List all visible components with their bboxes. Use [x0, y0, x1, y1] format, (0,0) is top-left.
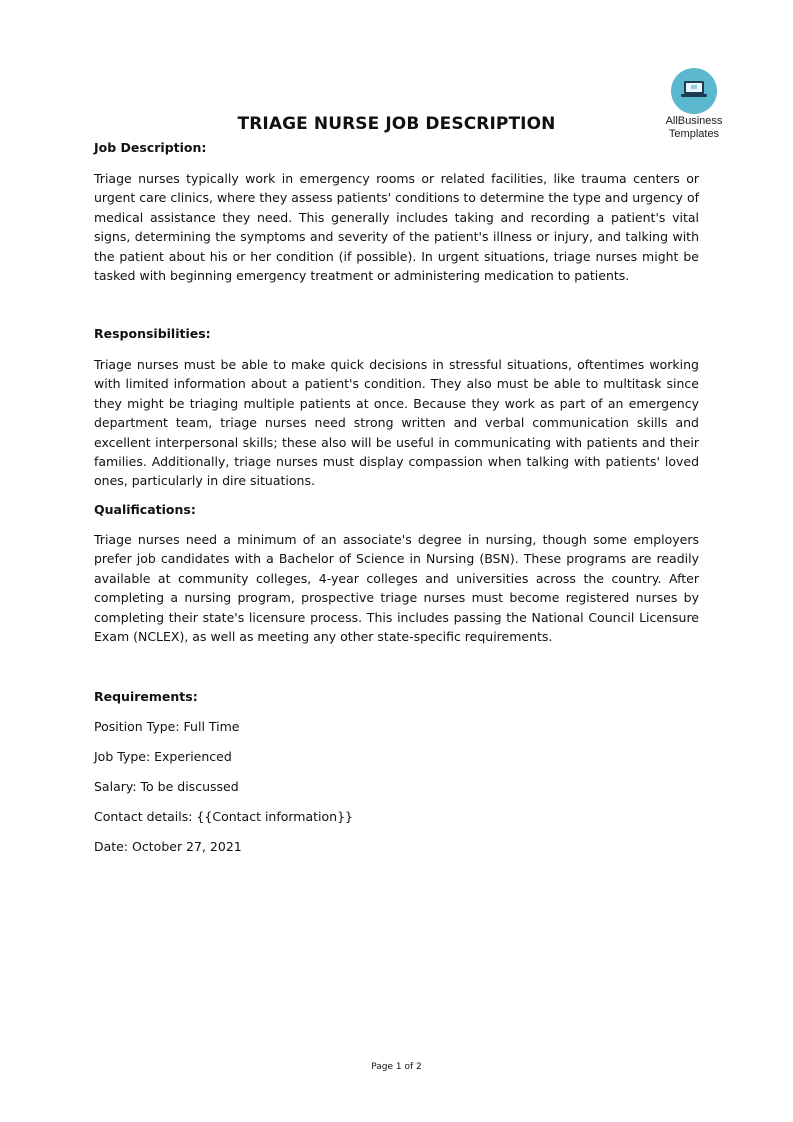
- position-type: Position Type: Full Time: [94, 719, 240, 734]
- contact-details: Contact details: {{Contact information}}: [94, 809, 353, 824]
- date: Date: October 27, 2021: [94, 839, 242, 854]
- job-description-heading: Job Description:: [94, 140, 207, 155]
- page-title: TRIAGE NURSE JOB DESCRIPTION: [237, 114, 556, 134]
- job-description-text: Triage nurses typically work in emergency rooms or related facilities, like trauma centers or urgent care clinics, where they assess patients' conditions to determine the type and urgency of medical assistance they need. This generally includes taking and recording a patient's vital signs, determining the symptoms and severity of the patient's illness or injury, and talking with the patient about his or her condition (if possible). In urgent situations, triage nurses might be tasked with beginning emergency treatment or administering medication to patients.: [94, 171, 699, 284]
- requirements-heading: Requirements:: [94, 689, 198, 704]
- qualifications-text: Triage nurses need a minimum of an associate's degree in nursing, though some employers prefer job candidates with a Bachelor of Science in Nursing (BSN). These programs are readily available at community colleges, 4-year colleges and universities across the country. After completing a nursing program, prospective triage nurses must become registered nurses by completing their state's licensure process. This includes passing the National Council Licensure Exam (NCLEX), as well as meeting any other state-specific requirements.: [94, 532, 699, 645]
- laptop-icon: [671, 68, 717, 114]
- salary: Salary: To be discussed: [94, 779, 239, 794]
- logo-text-line2: Templates: [668, 128, 720, 140]
- qualifications-heading: Qualifications:: [94, 502, 196, 517]
- responsibilities-heading: Responsibilities:: [94, 326, 211, 341]
- page-number: Page 1 of 2: [371, 1062, 422, 1072]
- logo-text-line1: AllBusiness: [665, 115, 723, 127]
- job-type: Job Type: Experienced: [94, 749, 232, 764]
- responsibilities-text: Triage nurses must be able to make quick decisions in stressful situations, oftentimes working with limited information about a patient's condition. They also must be able to multitask since they might be triaging multiple patients at once. Because they work as part of an emergency department team, triage nurses need strong written and verbal communication skills and excellent interpersonal skills; these also will be useful in communicating with patients and their families. Additionally, triage nurses must display compassion when talking with patients' loved ones, particularly in dire situations.: [94, 357, 699, 489]
